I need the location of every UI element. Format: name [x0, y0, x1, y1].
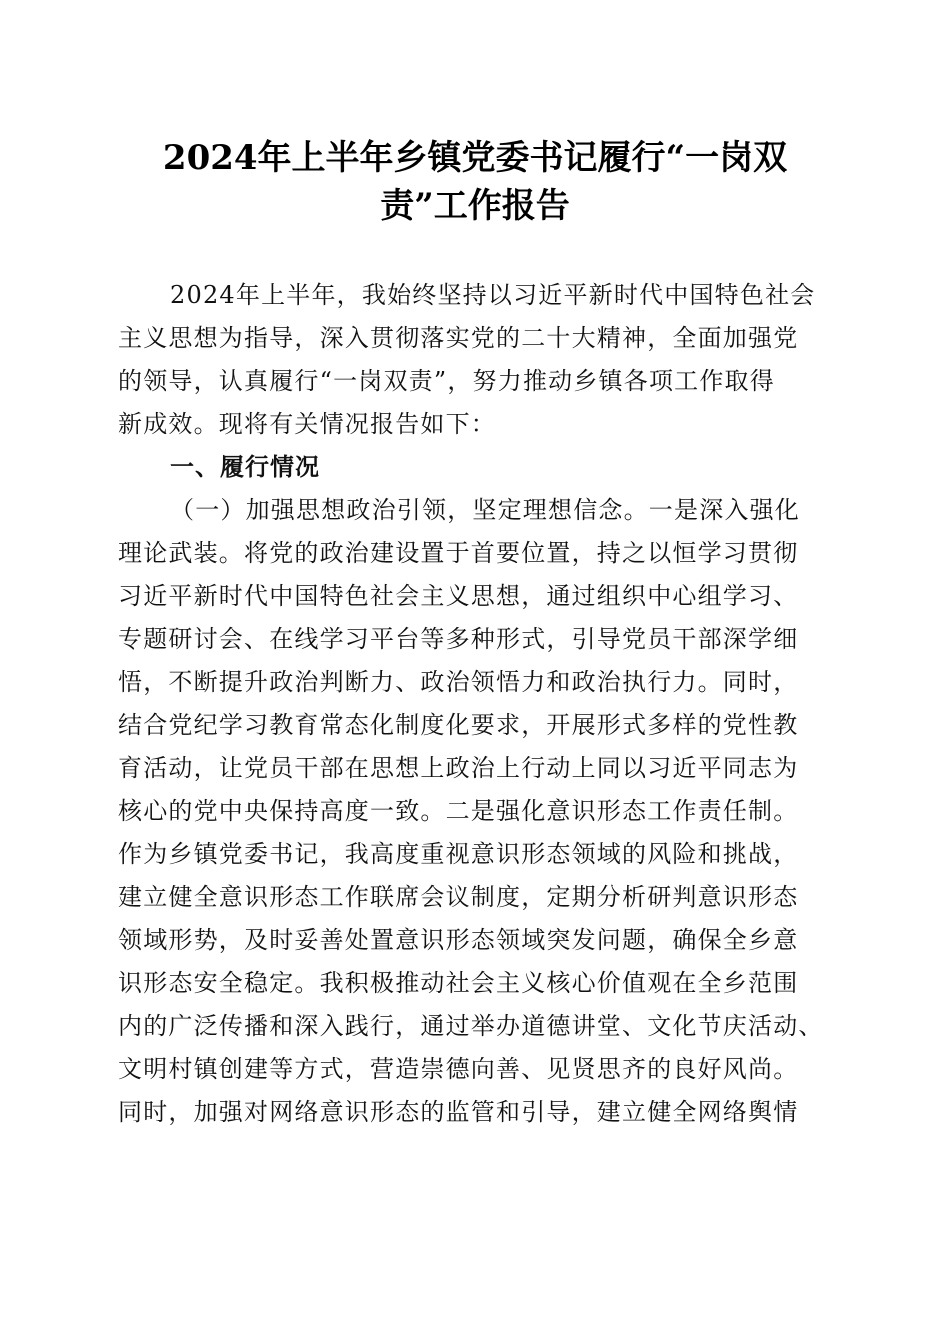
section-line: 习近平新时代中国特色社会主义思想，通过组织中心组学习、: [118, 582, 799, 610]
section-line: （一）加强思想政治引领，坚定理想信念。一是深入强化: [170, 496, 800, 524]
intro-line: 新成效。现将有关情况报告如下：: [118, 410, 496, 438]
title-line: 2024年上半年乡镇党委书记履行“一岗双: [162, 138, 788, 178]
section-line: 文明村镇创建等方式，营造崇德向善、见贤思齐的良好风尚。: [118, 1055, 799, 1083]
section-line: 核心的党中央保持高度一致。二是强化意识形态工作责任制。: [118, 797, 799, 825]
section-line: 同时，加强对网络意识形态的监管和引导，建立健全网络舆情: [118, 1098, 799, 1126]
section-heading: 一、履行情况: [170, 453, 320, 481]
intro-line: 的领导，认真履行“一岗双责”，努力推动乡镇各项工作取得: [118, 367, 775, 395]
section-line: 理论武装。将党的政治建设置于首要位置，持之以恒学习贯彻: [118, 539, 799, 567]
section-line: 专题研讨会、在线学习平台等多种形式，引导党员干部深学细: [118, 625, 799, 653]
section-line: 作为乡镇党委书记，我高度重视意识形态领域的风险和挑战，: [118, 840, 799, 868]
section-line: 领域形势，及时妥善处置意识形态领域突发问题，确保全乡意: [118, 926, 799, 954]
intro-line: 主义思想为指导，深入贯彻落实党的二十大精神，全面加强党: [118, 324, 799, 352]
document-title: [110, 134, 840, 230]
intro-line: 2024年上半年，我始终坚持以习近平新时代中国特色社会: [170, 281, 816, 309]
section-line: 结合党纪学习教育常态化制度化要求，开展形式多样的党性教: [118, 711, 799, 739]
section-line: 悟，不断提升政治判断力、政治领悟力和政治执行力。同时，: [118, 668, 799, 696]
section-line: 识形态安全稳定。我积极推动社会主义核心价值观在全乡范围: [118, 969, 799, 997]
document-body: [118, 274, 848, 1134]
title-line: 责”工作报告: [380, 186, 570, 226]
section-line: 建立健全意识形态工作联席会议制度，定期分析研判意识形态: [118, 883, 799, 911]
section-line: 育活动，让党员干部在思想上政治上行动上同以习近平同志为: [118, 754, 799, 782]
section-line: 内的广泛传播和深入践行，通过举办道德讲堂、文化节庆活动、: [118, 1012, 824, 1040]
